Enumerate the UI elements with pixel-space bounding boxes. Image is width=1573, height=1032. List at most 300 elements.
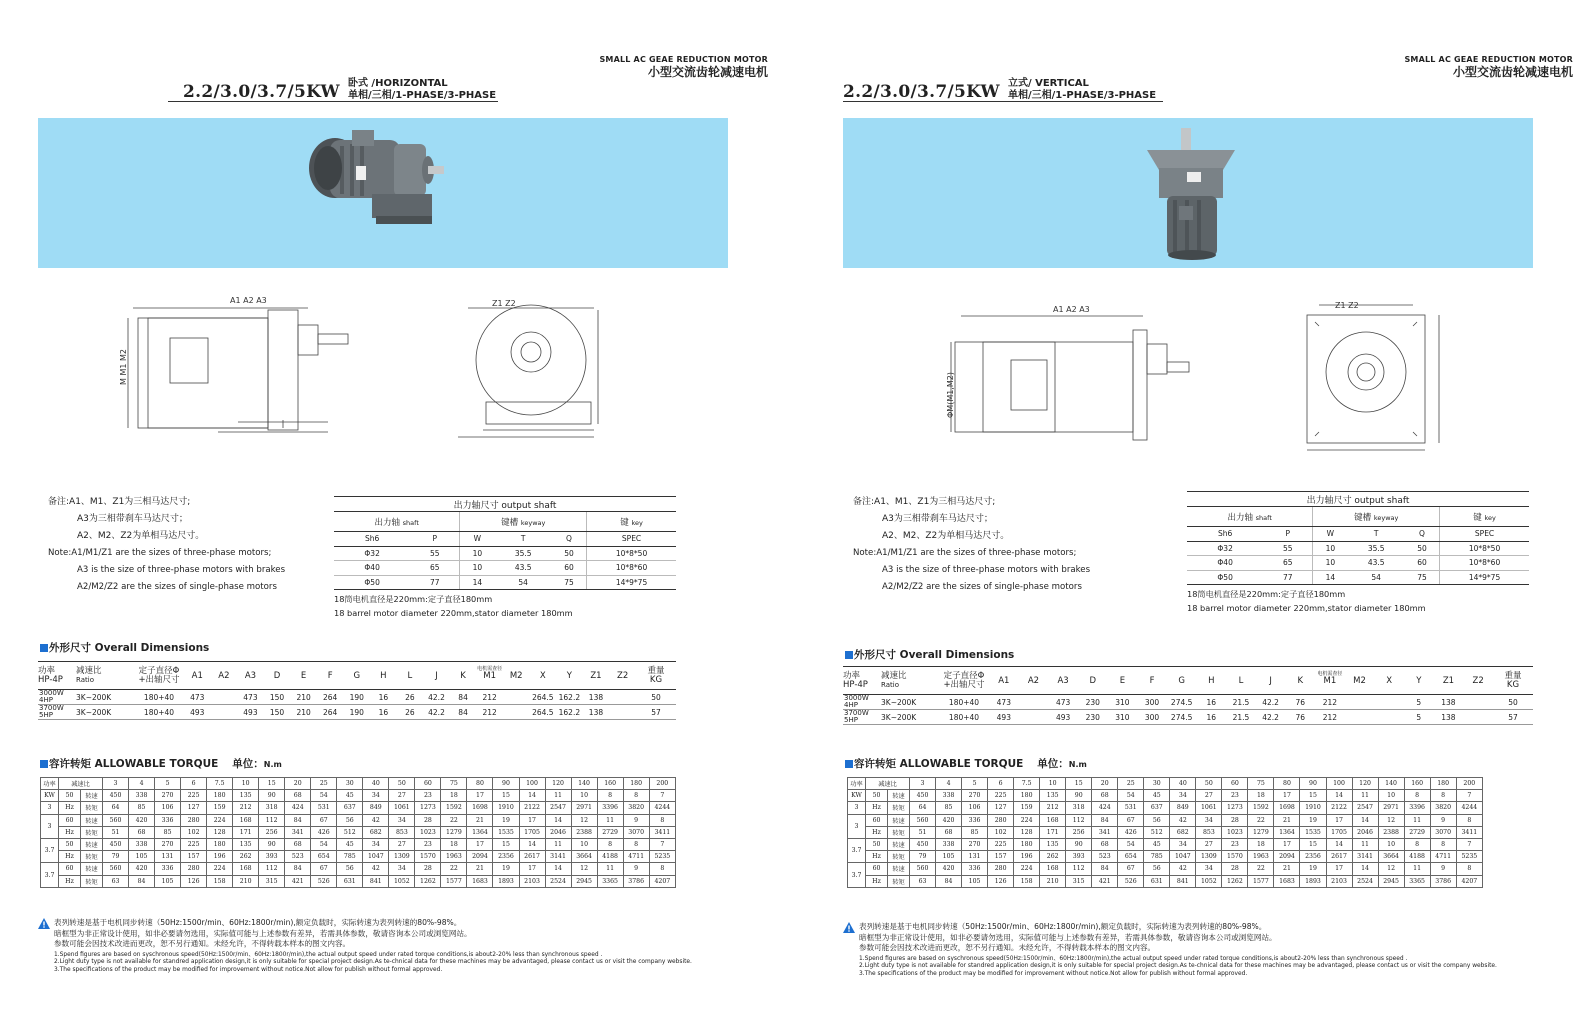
dims-cell: 473 xyxy=(989,695,1019,710)
torque-value-cell: 68 xyxy=(285,790,311,802)
shaft-row: Φ40 65 10 43.5 60 10*8*60 xyxy=(1187,556,1529,571)
torque-value-cell: 54 xyxy=(1118,790,1144,802)
dims-h-f: F xyxy=(317,662,344,690)
phase-label: 单相/三相/1-PHASE/3-PHASE xyxy=(1007,90,1157,101)
torque-value-cell: 56 xyxy=(337,814,363,826)
torque-value-cell: 8 xyxy=(1456,863,1482,875)
dims-cell: 150 xyxy=(264,705,291,720)
torque-value-cell: 56 xyxy=(1144,863,1170,875)
dims-cell xyxy=(1019,695,1049,710)
torque-value-cell: 27 xyxy=(1196,790,1222,802)
torque-value-cell: 45 xyxy=(1144,790,1170,802)
dims-h-shaft: 定子直径Φ +出轴尺寸 xyxy=(134,662,184,690)
torque-value-cell: 19 xyxy=(1300,863,1326,875)
torque-value-cell: 67 xyxy=(311,863,337,875)
vertical-motor-image xyxy=(1141,128,1241,263)
torque-type-cell: 转速 xyxy=(81,790,103,802)
torque-value-cell: 90 xyxy=(259,790,285,802)
torque-value-cell: 18 xyxy=(441,790,467,802)
dims-cell: 210 xyxy=(290,690,317,705)
torque-value-cell: 9 xyxy=(1430,863,1456,875)
warning-en-1: 1.Spend figures are based on syschronous speed(50Hz:1500r/min、60Hz:1800r/min),the actual output speed under rated torque conditions,is about2-20% less than synchronous speed . xyxy=(54,951,603,958)
dims-cell: 16 xyxy=(370,705,397,720)
dims-h-j: J xyxy=(1256,667,1286,695)
torque-value-cell: 2547 xyxy=(545,802,571,814)
torque-row xyxy=(41,851,676,863)
dims-h-g: G xyxy=(343,662,370,690)
torque-value-cell: 526 xyxy=(1118,875,1144,887)
torque-value-cell: 1570 xyxy=(1222,851,1248,863)
torque-ratio-cell: 30 xyxy=(337,778,363,790)
torque-value-cell: 128 xyxy=(1014,826,1040,838)
torque-value-cell: 849 xyxy=(363,802,389,814)
torque-value-cell: 158 xyxy=(207,875,233,887)
dims-h-k: K xyxy=(450,662,477,690)
torque-value-cell: 11 xyxy=(545,790,571,802)
torque-value-cell: 8 xyxy=(1404,790,1430,802)
torque-value-cell: 270 xyxy=(155,790,181,802)
torque-ratio-cell: 120 xyxy=(545,778,571,790)
note-line-4: Note:A1/M1/Z1 are the sizes of three-phase motors; xyxy=(853,548,1077,558)
torque-value-cell: 2103 xyxy=(519,875,545,887)
product-photo-band xyxy=(38,118,728,268)
dims-h-a3: A3 xyxy=(237,662,264,690)
dims-power-cell: 3700W 5HP xyxy=(843,710,881,725)
torque-value-cell: 270 xyxy=(962,790,988,802)
shaft-col-keyway: 键槽 keyway xyxy=(460,512,587,532)
torque-hz-cell: 50 xyxy=(866,838,888,850)
torque-value-cell: 85 xyxy=(936,802,962,814)
torque-value-cell: 2524 xyxy=(545,875,571,887)
dims-cell: 138 xyxy=(583,690,610,705)
torque-value-cell: 11 xyxy=(1404,814,1430,826)
torque-value-cell: 180 xyxy=(1014,838,1040,850)
torque-value-cell: 1963 xyxy=(441,851,467,863)
torque-value-cell: 42 xyxy=(363,814,389,826)
torque-value-cell: 2971 xyxy=(1378,802,1404,814)
torque-hz-cell: Hz xyxy=(59,826,81,838)
torque-value-cell: 84 xyxy=(936,875,962,887)
torque-value-cell: 180 xyxy=(1014,790,1040,802)
dims-h-e: E xyxy=(290,662,317,690)
torque-row xyxy=(41,863,676,875)
dims-cell: 162.2 xyxy=(556,705,583,720)
torque-value-cell: 270 xyxy=(155,838,181,850)
torque-value-cell: 19 xyxy=(1300,814,1326,826)
torque-value-cell: 4188 xyxy=(1404,851,1430,863)
torque-value-cell: 17 xyxy=(1274,790,1300,802)
torque-row xyxy=(848,814,1483,826)
torque-value-cell: 280 xyxy=(181,814,207,826)
torque-value-cell: 841 xyxy=(1170,875,1196,887)
dims-cell: 138 xyxy=(1434,710,1464,725)
dims-h-z2: Z2 xyxy=(1463,667,1493,695)
torque-value-cell: 128 xyxy=(207,826,233,838)
torque-value-cell: 1273 xyxy=(415,802,441,814)
torque-value-cell: 135 xyxy=(1040,790,1066,802)
dims-row xyxy=(843,695,1533,710)
dims-cell: 310 xyxy=(1108,695,1138,710)
page-title xyxy=(843,78,1156,102)
torque-row xyxy=(41,838,676,850)
torque-hz-cell: 60 xyxy=(866,863,888,875)
dims-cell: 3K~200K xyxy=(76,690,134,705)
torque-value-cell: 338 xyxy=(129,790,155,802)
torque-value-cell: 2547 xyxy=(1352,802,1378,814)
torque-value-cell: 318 xyxy=(1066,802,1092,814)
torque-value-cell: 526 xyxy=(311,875,337,887)
torque-value-cell: 63 xyxy=(103,875,129,887)
torque-value-cell: 42 xyxy=(1170,814,1196,826)
torque-value-cell: 168 xyxy=(233,863,259,875)
dims-cell: 473 xyxy=(184,690,211,705)
torque-row xyxy=(41,802,676,814)
torque-value-cell: 1683 xyxy=(1274,875,1300,887)
torque-hz-cell: Hz xyxy=(866,851,888,863)
torque-ratio-cell: 160 xyxy=(597,778,623,790)
torque-value-cell: 2103 xyxy=(1326,875,1352,887)
torque-value-cell: 126 xyxy=(988,875,1014,887)
torque-ratio-cell: 7.5 xyxy=(207,778,233,790)
torque-value-cell: 2388 xyxy=(1378,826,1404,838)
shaft-row: Φ50 77 14 54 75 14*9*75 xyxy=(334,575,676,590)
torque-kw-cell: 3 xyxy=(848,802,866,814)
label-z-dims: Z1 Z2 xyxy=(492,299,516,308)
torque-value-cell: 34 xyxy=(1196,863,1222,875)
torque-value-cell: 560 xyxy=(103,863,129,875)
dims-cell: 26 xyxy=(397,690,424,705)
torque-value-cell: 1698 xyxy=(1274,802,1300,814)
torque-value-cell: 1577 xyxy=(441,875,467,887)
torque-h-ratio: 减速比 xyxy=(59,778,103,790)
torque-value-cell: 3070 xyxy=(1430,826,1456,838)
dims-cell: 190 xyxy=(343,705,370,720)
torque-value-cell: 3396 xyxy=(1404,802,1430,814)
shaft-sub-w: W xyxy=(460,532,495,547)
torque-value-cell: 420 xyxy=(129,863,155,875)
torque-value-cell: 421 xyxy=(1092,875,1118,887)
torque-value-cell: 9 xyxy=(1430,814,1456,826)
note-line-5: A3 is the size of three-phase motors with brakes xyxy=(882,565,1091,575)
torque-value-cell: 9 xyxy=(623,863,649,875)
shaft-sub-t: T xyxy=(1347,527,1405,542)
torque-value-cell: 1698 xyxy=(467,802,493,814)
torque-value-cell: 393 xyxy=(1066,851,1092,863)
dims-h-l: L xyxy=(1226,667,1256,695)
torque-ratio-cell: 60 xyxy=(1222,778,1248,790)
torque-header-row xyxy=(848,778,1483,790)
torque-value-cell: 131 xyxy=(155,851,181,863)
torque-value-cell: 8 xyxy=(649,814,675,826)
dims-cell: 230 xyxy=(1078,710,1108,725)
shaft-col-shaft: 出力轴 shaft xyxy=(334,512,460,532)
shaft-foot-cn: 18筒电机直径是220mm:定子直径180mm xyxy=(334,594,493,604)
torque-kw-cell: 3.7 xyxy=(41,838,59,862)
torque-value-cell: 3786 xyxy=(1430,875,1456,887)
dims-cell: 42.2 xyxy=(423,690,450,705)
dims-cell: 3K~200K xyxy=(76,705,134,720)
torque-value-cell: 1047 xyxy=(1170,851,1196,863)
torque-value-cell: 841 xyxy=(363,875,389,887)
torque-value-cell: 17 xyxy=(519,863,545,875)
torque-value-cell: 280 xyxy=(988,863,1014,875)
torque-value-cell: 63 xyxy=(910,875,936,887)
torque-kw-cell: 3 xyxy=(848,814,866,838)
torque-value-cell: 18 xyxy=(1248,790,1274,802)
torque-value-cell: 5235 xyxy=(649,851,675,863)
torque-value-cell: 18 xyxy=(1248,838,1274,850)
torque-value-cell: 12 xyxy=(1378,863,1404,875)
torque-value-cell: 84 xyxy=(285,863,311,875)
torque-ratio-cell: 50 xyxy=(1196,778,1222,790)
torque-ratio-cell: 10 xyxy=(1040,778,1066,790)
torque-value-cell: 67 xyxy=(1118,863,1144,875)
torque-value-cell: 4207 xyxy=(649,875,675,887)
torque-value-cell: 12 xyxy=(571,863,597,875)
torque-type-cell: 转速 xyxy=(888,838,910,850)
title-sub xyxy=(1008,78,1156,102)
dims-h-h: H xyxy=(1196,667,1226,695)
torque-ratio-cell: 20 xyxy=(1092,778,1118,790)
brand-block xyxy=(1404,56,1573,78)
torque-value-cell: 11 xyxy=(1352,838,1378,850)
dims-h-f: F xyxy=(1137,667,1167,695)
torque-value-cell: 210 xyxy=(233,875,259,887)
torque-value-cell: 22 xyxy=(1248,814,1274,826)
torque-value-cell: 67 xyxy=(311,814,337,826)
torque-value-cell: 853 xyxy=(389,826,415,838)
torque-value-cell: 19 xyxy=(493,863,519,875)
torque-value-cell: 34 xyxy=(389,863,415,875)
torque-value-cell: 79 xyxy=(103,851,129,863)
torque-value-cell: 15 xyxy=(493,838,519,850)
torque-ratio-cell: 5 xyxy=(155,778,181,790)
torque-ratio-cell: 180 xyxy=(623,778,649,790)
dims-cell xyxy=(1463,695,1493,710)
dims-cell: 84 xyxy=(450,705,477,720)
torque-kw-cell: 3.7 xyxy=(848,863,866,887)
dims-cell: 212 xyxy=(1315,710,1345,725)
torque-value-cell: 158 xyxy=(1014,875,1040,887)
torque-value-cell: 1910 xyxy=(1300,802,1326,814)
torque-value-cell: 54 xyxy=(311,790,337,802)
dims-cell: 212 xyxy=(1315,695,1345,710)
warning-en-1: 1.Spend figures are based on syschronous speed(50Hz:1500r/min、60Hz:1800r/min),the actual output speed under rated torque conditions,is about2-20% less than synchronous speed . xyxy=(859,955,1408,962)
dims-cell: 493 xyxy=(184,705,211,720)
torque-ratio-cell: 50 xyxy=(389,778,415,790)
dims-header-row xyxy=(843,667,1533,695)
shaft-row: Φ40 65 10 43.5 60 10*8*60 xyxy=(334,561,676,576)
torque-value-cell: 523 xyxy=(1092,851,1118,863)
dims-cell: 5 xyxy=(1404,695,1434,710)
torque-value-cell: 2094 xyxy=(467,851,493,863)
page-horizontal xyxy=(38,0,768,1032)
torque-ratio-cell: 100 xyxy=(519,778,545,790)
output-shaft-table xyxy=(1187,491,1529,613)
dims-header-row xyxy=(38,662,676,690)
torque-value-cell: 224 xyxy=(207,863,233,875)
dims-cell: 42.2 xyxy=(1256,695,1286,710)
torque-value-cell: 168 xyxy=(1040,863,1066,875)
dims-cell: 493 xyxy=(989,710,1019,725)
dims-h-k: K xyxy=(1285,667,1315,695)
torque-value-cell: 280 xyxy=(988,814,1014,826)
torque-value-cell: 4244 xyxy=(1456,802,1482,814)
torque-value-cell: 1262 xyxy=(1222,875,1248,887)
torque-kw-label: KW xyxy=(848,790,866,802)
dims-cell: 210 xyxy=(290,705,317,720)
note-line-2: A3为三相带刹车马达尺寸； xyxy=(882,514,993,524)
torque-ratio-cell: 90 xyxy=(1300,778,1326,790)
torque-value-cell: 225 xyxy=(988,838,1014,850)
torque-value-cell: 1279 xyxy=(1248,826,1274,838)
torque-ratio-cell: 80 xyxy=(467,778,493,790)
dims-cell: 180+40 xyxy=(134,690,184,705)
torque-value-cell: 8 xyxy=(597,790,623,802)
torque-type-cell: 转速 xyxy=(81,838,103,850)
torque-value-cell: 1023 xyxy=(415,826,441,838)
dimension-drawings xyxy=(38,290,728,460)
dims-cell: 16 xyxy=(370,690,397,705)
torque-value-cell: 10 xyxy=(1378,838,1404,850)
torque-value-cell: 17 xyxy=(467,838,493,850)
title-sub xyxy=(348,78,496,102)
torque-type-cell: 转矩 xyxy=(888,875,910,887)
note-line-3: A2、M2、Z2为单相马达尺寸。 xyxy=(77,531,205,541)
dims-cell: 264.5 xyxy=(530,705,557,720)
torque-value-cell: 523 xyxy=(285,851,311,863)
torque-value-cell: 560 xyxy=(910,814,936,826)
torque-value-cell: 338 xyxy=(936,838,962,850)
torque-value-cell: 512 xyxy=(1144,826,1170,838)
torque-value-cell: 56 xyxy=(337,863,363,875)
dims-h-m1: M1 电机需查径 xyxy=(476,662,503,690)
torque-type-cell: 转矩 xyxy=(888,851,910,863)
torque-type-cell: 转矩 xyxy=(888,802,910,814)
torque-value-cell: 84 xyxy=(129,875,155,887)
torque-value-cell: 18 xyxy=(441,838,467,850)
dims-h-z1: Z1 xyxy=(583,662,610,690)
torque-ratio-cell: 15 xyxy=(259,778,285,790)
warning-cn-2: 暗框型为非正常设计使用，如非必要请勿选用，实际值可能与上述参数有差异，若需具体参数，敬请咨询本公司或浏览网站。 xyxy=(859,932,1277,942)
dims-h-g: G xyxy=(1167,667,1197,695)
shaft-sub-w: W xyxy=(1313,527,1348,542)
dims-h-j: J xyxy=(423,662,450,690)
torque-value-cell: 159 xyxy=(207,802,233,814)
torque-hz-cell: 60 xyxy=(59,814,81,826)
torque-value-cell: 2729 xyxy=(597,826,623,838)
torque-value-cell: 7 xyxy=(649,838,675,850)
torque-value-cell: 17 xyxy=(467,790,493,802)
shaft-sub-sh6: Sh6 xyxy=(1187,527,1263,542)
dims-cell: 493 xyxy=(1048,710,1078,725)
dims-cell: 212 xyxy=(476,690,503,705)
torque-value-cell: 336 xyxy=(155,814,181,826)
dims-cell: 473 xyxy=(237,690,264,705)
torque-value-cell: 2971 xyxy=(571,802,597,814)
dims-cell xyxy=(1345,710,1375,725)
torque-value-cell: 112 xyxy=(1066,814,1092,826)
torque-value-cell: 338 xyxy=(129,838,155,850)
torque-value-cell: 7 xyxy=(1456,838,1482,850)
torque-value-cell: 54 xyxy=(311,838,337,850)
dims-cell: 138 xyxy=(1434,695,1464,710)
shaft-sub-t: T xyxy=(494,532,552,547)
dims-row xyxy=(843,710,1533,725)
torque-value-cell: 67 xyxy=(1118,814,1144,826)
torque-value-cell: 106 xyxy=(962,802,988,814)
torque-value-cell: 14 xyxy=(545,814,571,826)
torque-value-cell: 27 xyxy=(389,838,415,850)
torque-row xyxy=(41,826,676,838)
torque-value-cell: 21 xyxy=(1274,814,1300,826)
torque-value-cell: 637 xyxy=(337,802,363,814)
torque-value-cell: 127 xyxy=(181,802,207,814)
brand-english: SMALL AC GEAE REDUCTION MOTOR xyxy=(1404,55,1573,64)
torque-value-cell: 1705 xyxy=(1326,826,1352,838)
torque-value-cell: 224 xyxy=(1014,814,1040,826)
torque-value-cell: 450 xyxy=(910,838,936,850)
torque-hz-cell: Hz xyxy=(59,851,81,863)
allowable-torque-table xyxy=(847,777,1483,888)
dims-cell: 180+40 xyxy=(939,710,989,725)
torque-value-cell: 785 xyxy=(337,851,363,863)
torque-ratio-cell: 200 xyxy=(1456,778,1482,790)
torque-value-cell: 338 xyxy=(936,790,962,802)
torque-ratio-cell: 60 xyxy=(415,778,441,790)
torque-value-cell: 23 xyxy=(1222,838,1248,850)
torque-value-cell: 90 xyxy=(259,838,285,850)
dims-cell: 230 xyxy=(1078,695,1108,710)
torque-value-cell: 14 xyxy=(1352,863,1378,875)
torque-value-cell: 42 xyxy=(1170,863,1196,875)
torque-value-cell: 68 xyxy=(129,826,155,838)
torque-value-cell: 654 xyxy=(1118,851,1144,863)
torque-ratio-cell: 25 xyxy=(1118,778,1144,790)
allowable-torque-heading: 容许转矩 ALLOWABLE TORQUE 单位：N.m xyxy=(40,756,282,771)
dims-cell: 50 xyxy=(636,690,676,705)
torque-value-cell: 105 xyxy=(155,875,181,887)
torque-value-cell: 1047 xyxy=(363,851,389,863)
dims-cell: 264.5 xyxy=(530,690,557,705)
torque-value-cell: 5235 xyxy=(1456,851,1482,863)
torque-value-cell: 210 xyxy=(1040,875,1066,887)
torque-kw-cell: 3 xyxy=(41,814,59,838)
torque-row xyxy=(848,838,1483,850)
torque-value-cell: 21 xyxy=(467,863,493,875)
torque-value-cell: 17 xyxy=(1274,838,1300,850)
torque-value-cell: 262 xyxy=(233,851,259,863)
torque-value-cell: 785 xyxy=(1144,851,1170,863)
note-line-2: A3为三相带刹车马达尺寸； xyxy=(77,514,188,524)
torque-value-cell: 11 xyxy=(545,838,571,850)
torque-value-cell: 224 xyxy=(1014,863,1040,875)
torque-value-cell: 23 xyxy=(415,838,441,850)
torque-ratio-cell: 15 xyxy=(1066,778,1092,790)
torque-value-cell: 3820 xyxy=(1430,802,1456,814)
torque-value-cell: 420 xyxy=(129,814,155,826)
torque-value-cell: 112 xyxy=(1066,863,1092,875)
torque-value-cell: 68 xyxy=(285,838,311,850)
torque-value-cell: 14 xyxy=(519,790,545,802)
torque-type-cell: 转矩 xyxy=(81,851,103,863)
torque-value-cell: 341 xyxy=(1092,826,1118,838)
torque-value-cell: 341 xyxy=(285,826,311,838)
shaft-row: Φ50 77 14 54 75 14*9*75 xyxy=(1187,570,1529,585)
dims-cell: 76 xyxy=(1285,695,1315,710)
torque-value-cell: 8 xyxy=(597,838,623,850)
torque-type-cell: 转速 xyxy=(888,863,910,875)
